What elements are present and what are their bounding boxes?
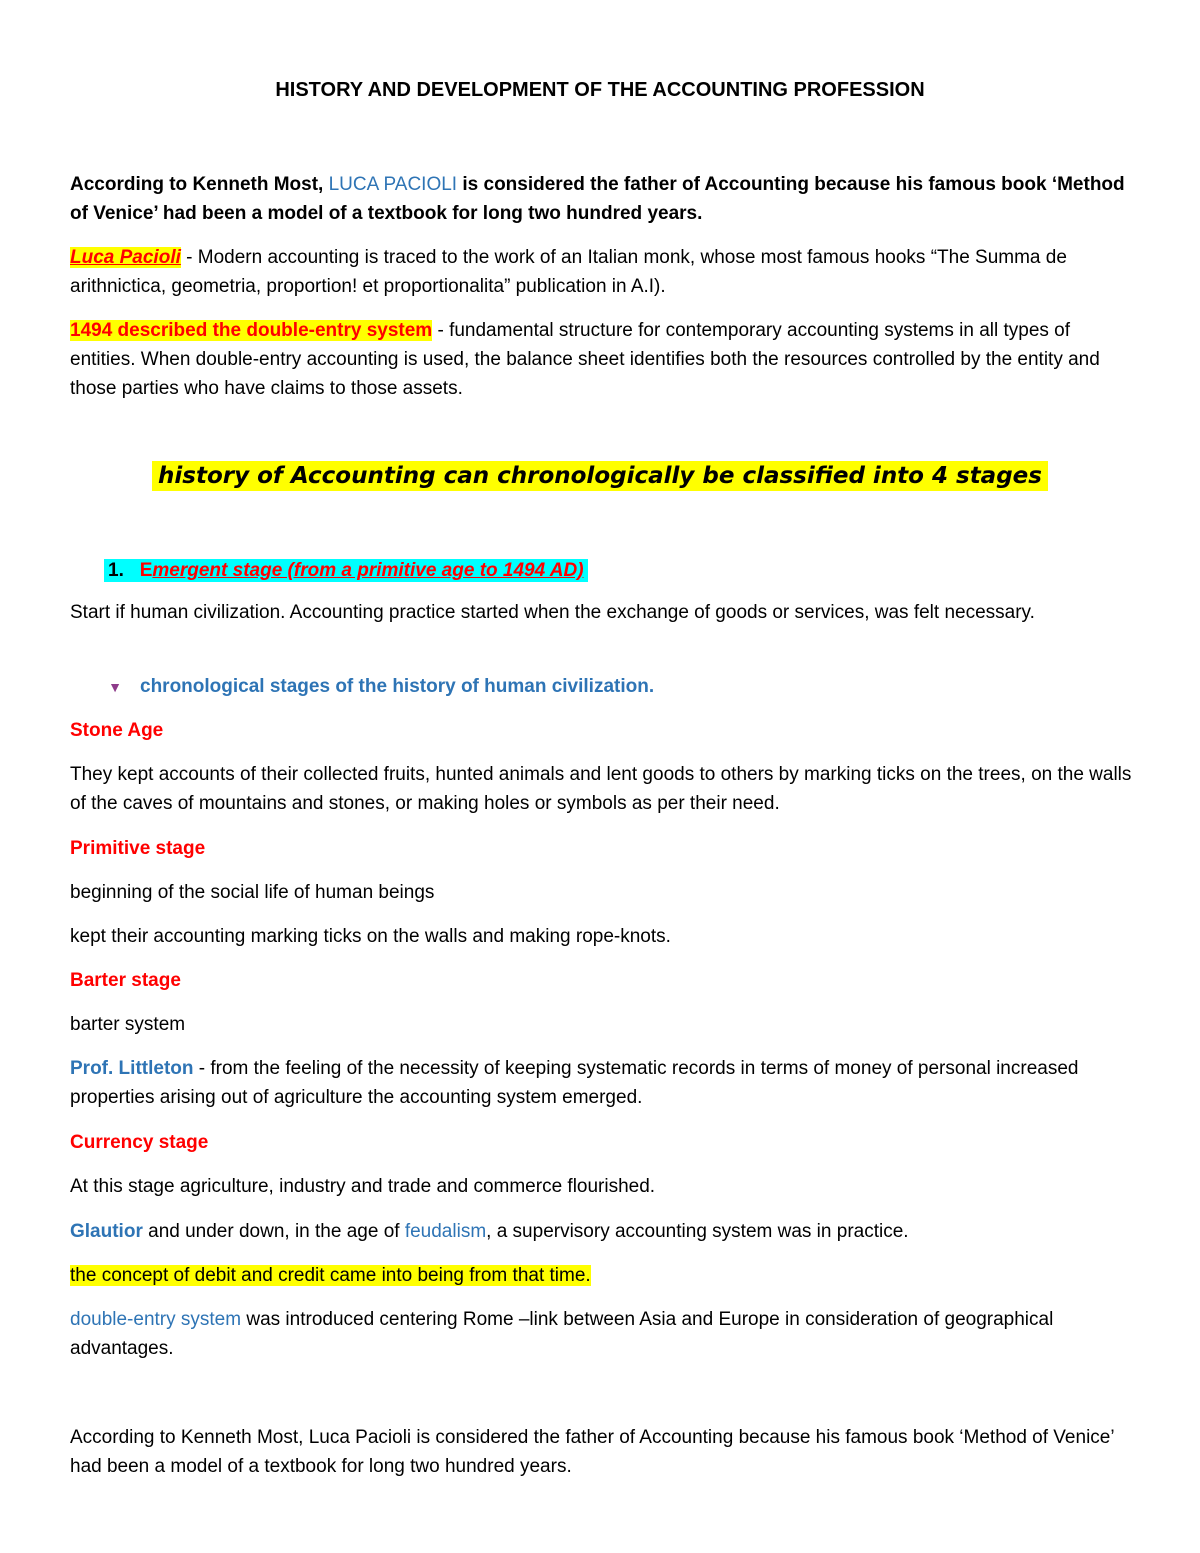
intro-text-start: According to Kenneth Most, <box>70 174 329 195</box>
document-title: HISTORY AND DEVELOPMENT OF THE ACCOUNTING PROFESSION <box>275 79 925 101</box>
stone-age-heading: Stone Age <box>70 720 164 741</box>
feudalism-paragraph <box>70 1217 1135 1246</box>
pacioli-highlight: Luca Pacioli <box>70 247 181 268</box>
bullet-text: chronological stages of the history of human civilization. <box>140 676 655 697</box>
civilization-paragraph: Start if human civilization. Accounting practice started when the exchange of goods or services, was felt necessary. <box>70 602 1035 623</box>
glautior-name: Glautior <box>70 1221 143 1242</box>
closing-paragraph: According to Kenneth Most, Luca Pacioli is considered the father of Accounting because his famous book ‘Method of Venice’ had been a model of a textbook for long two hundred years. <box>70 1427 1114 1477</box>
pacioli-paragraph <box>70 243 1135 301</box>
currency-line-1: At this stage agriculture, industry and trade and commerce flourished. <box>70 1176 656 1197</box>
stage-1-number: 1. <box>108 560 124 581</box>
double-entry-text: - fundamental structure for contemporary accounting systems in all types of entities. When double-entry accounting is used, the balance sheet identifies both the resources controlled by the entity and those parties who have claims to those assets. <box>70 320 1100 399</box>
double-entry-paragraph <box>70 316 1135 403</box>
bullet-item <box>104 672 654 702</box>
feudalism-text-end: , a supervisory accounting system was in practice. <box>486 1221 909 1242</box>
currency-stage-heading: Currency stage <box>70 1132 209 1153</box>
feudalism-term: feudalism <box>404 1221 487 1242</box>
double-entry-highlight: 1494 described the double-entry system <box>70 320 433 341</box>
luca-pacioli-name: LUCA PACIOLI <box>328 174 458 195</box>
littleton-paragraph <box>70 1054 1135 1112</box>
intro-paragraph <box>70 170 1135 228</box>
debit-credit-highlight: the concept of debit and credit came into being from that time. <box>70 1265 591 1286</box>
pacioli-text: - Modern accounting is traced to the work of an Italian monk, whose most famous hooks “The Summa de arithnictica, geometria, proportion! et proportionalita” publication in A.I). <box>70 247 1067 297</box>
littleton-text: - from the feeling of the necessity of keeping systematic records in terms of money of personal increased properties arising out of agriculture the accounting system emerged. <box>70 1058 1079 1108</box>
primitive-stage-heading: Primitive stage <box>70 838 206 859</box>
stages-subheading-text: history of Accounting can chronologically be classified into 4 stages <box>152 461 1048 491</box>
stage-1-title: mergent stage (from a primitive age to 1494 AD) <box>152 560 584 581</box>
arrow-down-icon: ▼ <box>108 679 122 695</box>
barter-line-1: barter system <box>70 1014 186 1035</box>
stages-subheading <box>0 456 1200 496</box>
stage-1-first-letter: E <box>139 560 153 581</box>
littleton-name: Prof. Littleton <box>70 1058 194 1079</box>
primitive-line-2: kept their accounting marking ticks on the walls and making rope-knots. <box>70 926 671 947</box>
stone-age-text: They kept accounts of their collected fruits, hunted animals and lent goods to others by marking ticks on the trees, on the walls of the caves of mountains and stones, or making holes or symbols as per their need. <box>70 764 1132 814</box>
barter-stage-heading: Barter stage <box>70 970 181 991</box>
double-entry-term: double-entry system <box>70 1309 242 1330</box>
primitive-line-1: beginning of the social life of human beings <box>70 882 435 903</box>
stage-1-heading <box>104 556 588 585</box>
debit-credit-line <box>70 1261 1135 1290</box>
double-entry-rome-paragraph <box>70 1305 1135 1363</box>
feudalism-text-mid: and under down, in the age of <box>142 1221 405 1242</box>
double-entry-rome-text: was introduced centering Rome –link between Asia and Europe in consideration of geographical advantages. <box>70 1309 1054 1359</box>
intro-text-end: is considered the father of Accounting because his famous book ‘Method of Venice’ had been a model of a textbook for long two hundred years. <box>70 174 1125 224</box>
